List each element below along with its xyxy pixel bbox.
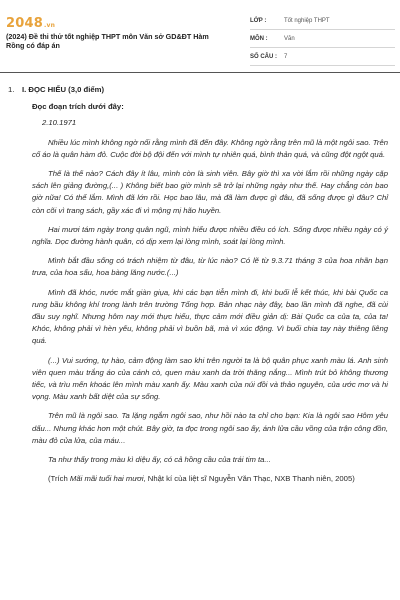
meta-row-subject: [250, 30, 395, 48]
excerpt-paragraph-8: Ta như thấy trong màu kì diệu ấy, có cả hồng cầu của trái tim ta...: [48, 455, 271, 465]
meta-row-question-count: [250, 48, 395, 66]
source-suffix: , Nhật kí của liệt sĩ Nguyễn Văn Thạc, NXB Thanh niên, 2005): [143, 474, 355, 484]
diary-date: 2.10.1971: [42, 118, 77, 128]
excerpt-paragraph-2: Thế là thế nào? Cách đây ít lâu, mình còn là sinh viên. Bây giờ thì xa vời lắm rồi những ngày cặp sách lên giảng đường,(... ) Không biết bao giờ mình sẽ trở lại những ngày như thế. Hay chẳng còn bao giờ nữa! Có thể lắm. Mình đã lớn rồi. Học bao lâu, mà đã làm được gì đâu, đã sống được gì đâu? Chỉ còn cõi vì trang sách, gầy xác đi vì mộng mị hão huyền.: [32, 169, 388, 215]
excerpt-paragraph-5: Mình đã khóc, nước mắt giàn giụa, khi các bạn tiễn mình đi, khi buổi lễ kết thúc, khi bài Quốc ca rung bầu không khí trong lành trên trường Tổng hợp. Bản nhạc này đây, bao lần mình đã nghe, đã cùi đầu suy nghĩ. Nhưng hôm nay mới thực hiểu, thực cảm mới điều giản dị: Bài Quốc ca của ta, của ta! Khóc, không phải vì hèn yếu, không phải vì buồn bã, mà vì xúc động. Vì buổi chia tay này thiêng liêng quá.: [32, 287, 388, 346]
source-book-title: Mãi mãi tuổi hai mươi: [69, 474, 144, 484]
document-title: (2024) Đề thi thử tốt nghiệp THPT môn Văn sở GD&ĐT Hàm Rồng có đáp án: [6, 32, 209, 50]
meta-value-subject: Văn: [284, 35, 295, 42]
excerpt-paragraph-3: Hai mươi tám ngày trong quân ngũ, mình hiểu được nhiều điều có ích. Sống được nhiều ngày có ý nghĩa. Dọc đường hành quân, có dịp xem lại lòng mình, soát lại lòng mình.: [32, 224, 388, 247]
site-logo[interactable]: [6, 16, 55, 31]
meta-label-question-count: SỐ CÂU :: [250, 53, 277, 60]
question-content: [8, 84, 388, 485]
document-header: [0, 0, 400, 68]
excerpt-source: [22, 473, 388, 485]
excerpt-paragraph-6: (...) Vui sướng, tự hào, cảm động làm sao khi trên người ta là bộ quân phục xanh màu lá. Anh sinh viên quen màu trắng áo của cánh cò, quen màu xanh da trời thăng nắng... Mình trút bỏ không thương tiếc, và trìu mến khoác lên mình màu xanh ấy. Màu xanh của núi đồi và thảo nguyên, của ước mơ và hi vọng. Màu xanh bất diệt của sự sống.: [32, 355, 388, 402]
meta-label-class: LỚP :: [250, 17, 267, 24]
section-title: I. ĐỌC HIỂU (3,0 điểm): [22, 85, 105, 94]
logo-text: 2048: [6, 16, 43, 31]
meta-value-question-count: 7: [284, 53, 288, 60]
meta-row-class: [250, 12, 395, 30]
header-divider: [0, 72, 400, 73]
question-number: 1.: [8, 85, 15, 94]
source-prefix: (Trích: [48, 474, 70, 484]
reading-instruction: Đọc đoạn trích dưới đây:: [32, 102, 124, 112]
excerpt-paragraph-4: Mình bắt đầu sống có trách nhiệm từ đâu, từ lúc nào? Có lẽ từ 9.3.71 tháng 3 của hoa nhãn bạn trưa, của hoa sấu, hoa bàng lăng nước.(...): [32, 256, 388, 278]
logo-suffix: .vn: [43, 22, 56, 29]
meta-label-subject: MÔN :: [250, 35, 268, 42]
meta-value-class: Tốt nghiệp THPT: [284, 17, 330, 24]
excerpt-paragraph-7: Trên mũ là ngôi sao. Ta lặng ngắm ngôi sao, như hồi nào ta chỉ cho bạn: Kia là ngôi sao Hôm yêu dấu... Nhưng khác hơn một chút. Bây giờ, ta đọc trong ngôi sao ấy, ánh lửa cầu vồng của trận công đồn, màu đỏ của lửa, của máu...: [32, 411, 388, 445]
exam-meta-table: [250, 12, 395, 66]
excerpt-paragraph-1: Nhiều lúc mình không ngờ nổi rằng mình đã đến đây. Không ngờ rằng trên mũ là một ngôi sao. Trên cổ áo là quân hàm đỏ. Cuộc đời bộ đội đến với mình tự nhiên quá, bình thản quá, và cũng đột ngột quá.: [32, 137, 388, 159]
